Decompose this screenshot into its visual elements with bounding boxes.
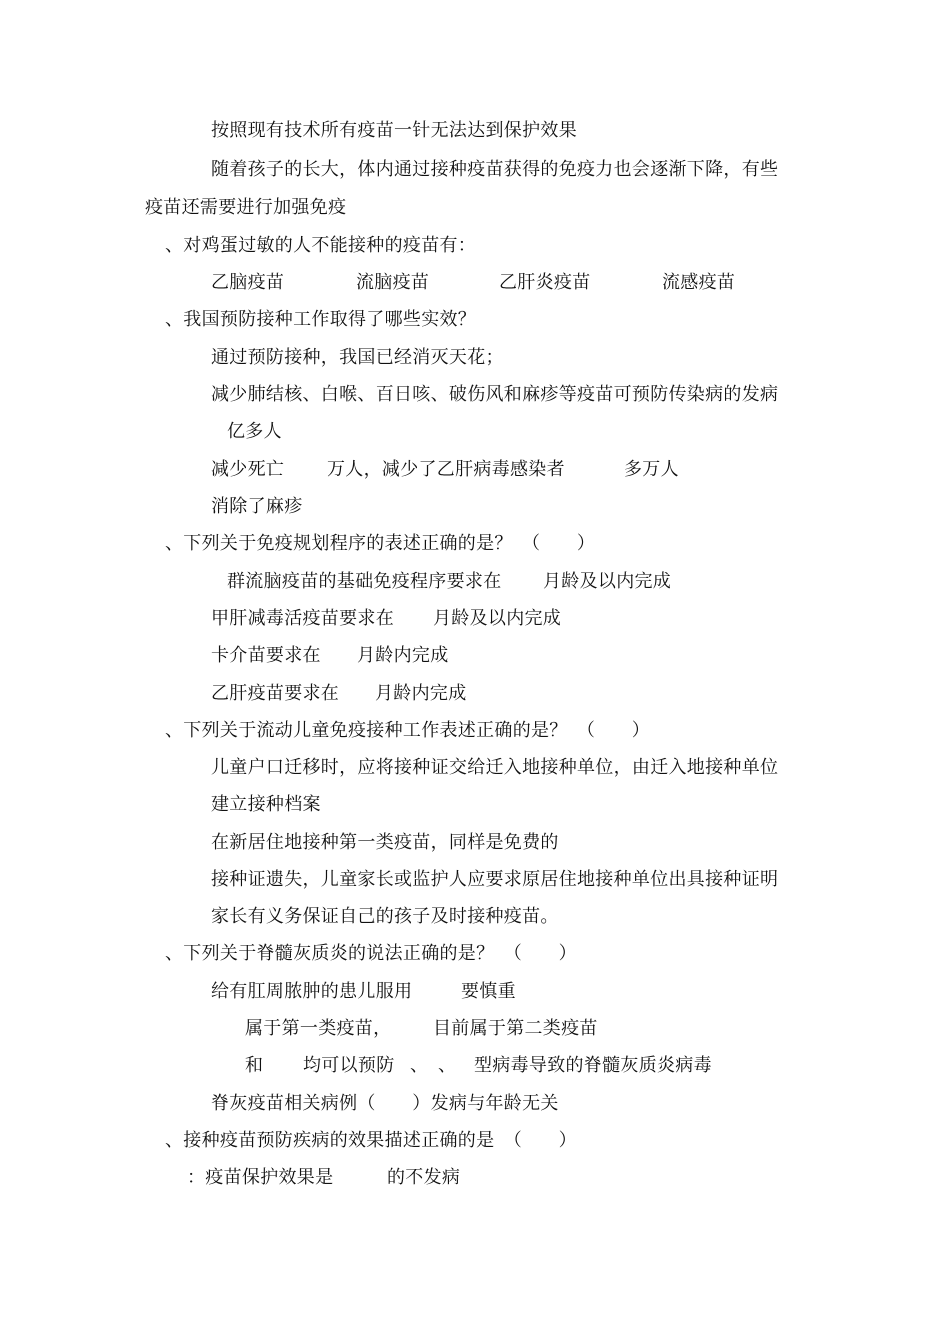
option-text: 和 [245,1055,264,1076]
text-line: 万人，减少了乙肝病毒感染者 [327,459,565,480]
option-text: 月龄及以内完成 [543,571,672,592]
option-text: 型病毒导致的脊髓灰质炎病毒 [474,1055,712,1076]
question-heading: 、接种疫苗预防疾病的效果描述正确的是 （ ） [165,1130,577,1151]
text-line: 通过预防接种，我国已经消灭天花； [211,347,504,368]
text-line: 随着孩子的长大，体内通过接种疫苗获得的免疫力也会逐渐下降，有些 [211,159,779,180]
text-line: 多万人 [624,459,679,480]
option-text: 月龄内完成 [375,683,467,704]
question-heading: 、下列关于免疫规划程序的表述正确的是？ （ ） [165,533,596,554]
text-line: 亿多人 [227,421,282,442]
question-heading: 、我国预防接种工作取得了哪些实效？ [165,309,477,330]
option-text: 乙肝炎疫苗 [499,272,591,293]
option-text: 流感疫苗 [662,272,736,293]
text-line: 减少肺结核、白喉、百日咳、破伤风和麻疹等疫苗可预防传染病的发病 [211,384,779,405]
option-text: 、 [438,1055,457,1076]
text-line: 按照现有技术所有疫苗一针无法达到保护效果 [211,120,577,141]
text-line: 疫苗还需要进行加强免疫 [145,197,347,218]
option-text: 流脑疫苗 [356,272,430,293]
text-line: 消除了麻疹 [211,496,303,517]
option-text: 的不发病 [387,1167,461,1188]
option-text: 建立接种档案 [211,794,321,815]
option-text: 要慎重 [461,981,516,1002]
option-text: 甲肝减毒活疫苗要求在 [211,608,394,629]
option-text: 月龄内完成 [357,645,449,666]
option-text: 目前属于第二类疫苗 [433,1018,598,1039]
option-text: 属于第一类疫苗， [245,1018,392,1039]
option-text: 、 [410,1055,429,1076]
option-text: 家长有义务保证自己的孩子及时接种疫苗。 [211,906,559,927]
option-text: 在新居住地接种第一类疫苗，同样是免费的 [211,832,559,853]
option-text: 乙脑疫苗 [211,272,285,293]
question-heading: 、下列关于流动儿童免疫接种工作表述正确的是？ （ ） [165,720,651,741]
option-text: ：疫苗保护效果是 [187,1167,334,1188]
option-text: 给有肛周脓肿的患儿服用 [211,981,413,1002]
text-line: 减少死亡 [211,459,285,480]
option-text: 乙肝疫苗要求在 [211,683,340,704]
question-heading: 、下列关于脊髓灰质炎的说法正确的是？ （ ） [165,943,577,964]
option-text: 月龄及以内完成 [433,608,562,629]
option-text: 卡介苗要求在 [211,645,321,666]
option-text: 均可以预防 [303,1055,395,1076]
option-text: 群流脑疫苗的基础免疫程序要求在 [227,571,502,592]
question-heading: 、对鸡蛋过敏的人不能接种的疫苗有： [165,235,477,256]
option-text: 儿童户口迁移时，应将接种证交给迁入地接种单位，由迁入地接种单位 [211,757,779,778]
option-text: 脊灰疫苗相关病例（ ）发病与年龄无关 [211,1093,559,1114]
option-text: 接种证遗失，儿童家长或监护人应要求原居住地接种单位出具接种证明 [211,869,779,890]
